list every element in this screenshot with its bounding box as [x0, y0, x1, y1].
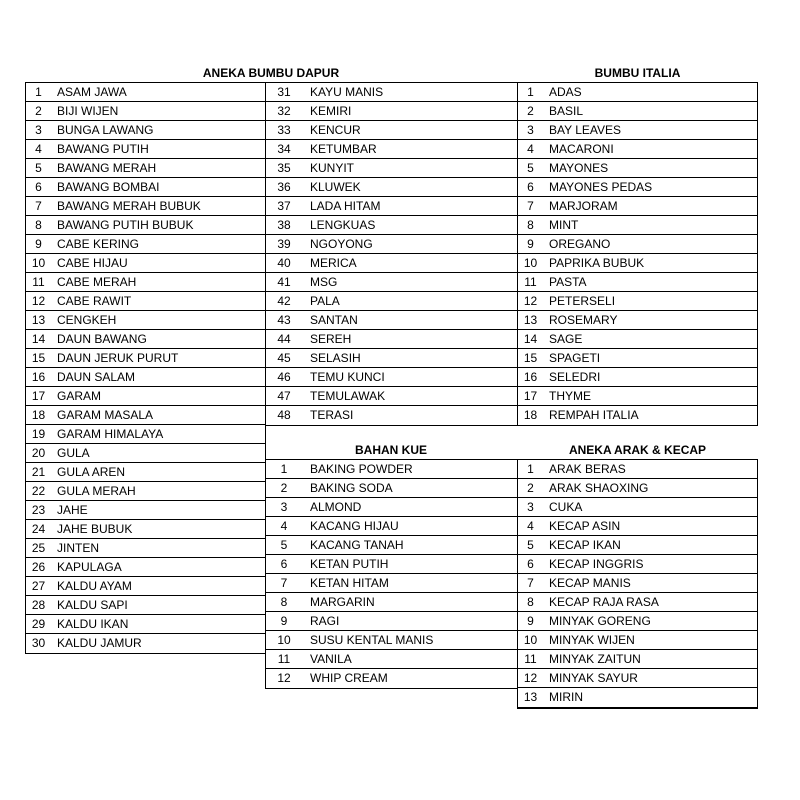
title-bumbu-italia: BUMBU ITALIA [594, 66, 681, 80]
item-number: 4 [527, 142, 534, 156]
item-number: 33 [277, 123, 291, 137]
item-number: 13 [523, 690, 538, 704]
item-name: ROSEMARY [549, 313, 618, 327]
item-name: ALMOND [310, 500, 362, 514]
item-name: MARJORAM [549, 199, 618, 213]
item-number: 12 [523, 671, 538, 685]
table-row [266, 311, 517, 330]
item-number: 3 [527, 500, 534, 514]
table-row [518, 273, 757, 292]
item-number: 42 [277, 294, 291, 308]
table-row [266, 460, 517, 479]
item-name: KECAP IKAN [549, 538, 621, 552]
table-row [266, 406, 517, 425]
item-number: 5 [280, 538, 288, 552]
item-name: ARAK BERAS [549, 462, 626, 476]
item-name: KAPULAGA [57, 560, 122, 574]
item-name: PALA [310, 294, 340, 308]
table-row [266, 650, 517, 669]
item-number: 11 [524, 652, 537, 666]
item-name: TERASI [310, 408, 354, 422]
item-name: SELEDRI [549, 370, 601, 384]
item-number: 11 [524, 275, 537, 289]
item-name: KALDU AYAM [57, 579, 132, 593]
item-name: BAKING SODA [310, 481, 393, 495]
item-number: 18 [31, 408, 46, 422]
item-name: KECAP ASIN [549, 519, 621, 533]
item-name: JAHE BUBUK [57, 522, 133, 536]
item-number: 13 [523, 313, 538, 327]
table-row [26, 406, 265, 425]
item-number: 4 [35, 142, 42, 156]
item-number: 13 [31, 313, 46, 327]
item-name: TEMULAWAK [310, 389, 386, 403]
item-name: SAGE [549, 332, 583, 346]
item-name: BAWANG MERAH BUBUK [57, 199, 201, 213]
table-row [518, 536, 757, 555]
table-row [26, 83, 265, 102]
table-row [518, 612, 757, 631]
item-name: JAHE [57, 503, 88, 517]
item-number: 20 [31, 446, 46, 460]
item-name: SELASIH [310, 351, 361, 365]
table-row [518, 330, 757, 349]
item-name: WHIP CREAM [310, 671, 388, 685]
item-name: BIJI WIJEN [57, 104, 119, 118]
table-row [26, 121, 265, 140]
item-name: GULA [57, 446, 90, 460]
item-number: 16 [31, 370, 46, 384]
item-number: 6 [35, 180, 42, 194]
item-name: KALDU SAPI [57, 598, 128, 612]
item-number: 17 [31, 389, 46, 403]
table-bumbu-dapur-col1 [25, 82, 266, 654]
table-row [26, 463, 265, 482]
table-row [518, 555, 757, 574]
table-row [266, 140, 517, 159]
table-row [26, 102, 265, 121]
item-name: MERICA [310, 256, 357, 270]
item-number: 41 [277, 275, 291, 289]
table-row [518, 159, 757, 178]
item-name: BASIL [549, 104, 584, 118]
item-number: 9 [35, 237, 42, 251]
item-name: SEREH [310, 332, 352, 346]
table-row [266, 536, 517, 555]
item-number: 1 [35, 85, 42, 99]
item-name: GARAM MASALA [57, 408, 154, 422]
item-number: 14 [523, 332, 538, 346]
title-aneka-bumbu-dapur: ANEKA BUMBU DAPUR [202, 66, 340, 80]
table-row [266, 330, 517, 349]
item-name: CABE KERING [57, 237, 140, 251]
item-name: DAUN BAWANG [57, 332, 147, 346]
item-number: 40 [277, 256, 291, 270]
item-number: 8 [280, 595, 288, 609]
title-bahan-kue: BAHAN KUE [355, 443, 427, 457]
item-number: 7 [527, 199, 534, 213]
table-row [518, 631, 757, 650]
item-name: MAYONES PEDAS [549, 180, 653, 194]
item-name: MARGARIN [310, 595, 375, 609]
item-number: 3 [280, 500, 288, 514]
table-row [266, 574, 517, 593]
item-name: LADA HITAM [310, 199, 381, 213]
item-name: SPAGETI [549, 351, 601, 365]
item-name: PETERSELI [549, 294, 616, 308]
item-number: 22 [31, 484, 46, 498]
table-row [26, 349, 265, 368]
item-name: KECAP INGGRIS [549, 557, 644, 571]
item-name: KLUWEK [310, 180, 361, 194]
table-row [26, 539, 265, 558]
item-number: 5 [527, 161, 534, 175]
item-name: BAWANG MERAH [57, 161, 157, 175]
table-row [266, 479, 517, 498]
item-number: 18 [523, 408, 538, 422]
table-row [266, 216, 517, 235]
item-name: BAWANG BOMBAI [57, 180, 160, 194]
item-number: 9 [280, 614, 288, 628]
item-number: 46 [277, 370, 291, 384]
item-number: 8 [527, 595, 534, 609]
item-name: GULA AREN [57, 465, 126, 479]
table-row [26, 178, 265, 197]
item-name: KAYU MANIS [310, 85, 384, 99]
table-row [266, 387, 517, 406]
item-number: 11 [277, 652, 291, 666]
table-row [518, 140, 757, 159]
item-number: 32 [277, 104, 291, 118]
item-number: 6 [527, 180, 534, 194]
table-row [266, 593, 517, 612]
item-name: DAUN JERUK PURUT [57, 351, 179, 365]
item-name: GARAM HIMALAYA [57, 427, 164, 441]
table-row [26, 368, 265, 387]
item-name: MACARONI [549, 142, 614, 156]
table-row [266, 159, 517, 178]
item-name: GULA MERAH [57, 484, 136, 498]
table-row [26, 140, 265, 159]
table-bahan-kue [265, 459, 518, 689]
item-name: ARAK SHAOXING [549, 481, 649, 495]
table-row [266, 102, 517, 121]
table-row [26, 216, 265, 235]
table-row [518, 83, 757, 102]
table-bumbu-italia [517, 82, 758, 426]
table-row [518, 406, 757, 425]
table-row [26, 482, 265, 501]
item-number: 2 [527, 104, 534, 118]
item-number: 11 [32, 275, 45, 289]
item-number: 12 [31, 294, 46, 308]
item-number: 4 [527, 519, 534, 533]
item-number: 30 [31, 636, 46, 650]
item-number: 8 [527, 218, 534, 232]
item-number: 10 [523, 256, 538, 270]
table-row [518, 254, 757, 273]
table-row [26, 330, 265, 349]
item-number: 8 [35, 218, 42, 232]
table-row [266, 254, 517, 273]
item-number: 24 [31, 522, 46, 536]
item-number: 10 [277, 633, 291, 647]
item-number: 29 [31, 617, 46, 631]
item-name: MINT [549, 218, 579, 232]
item-name: BAWANG PUTIH [57, 142, 149, 156]
table-row [518, 650, 757, 669]
table-row [518, 197, 757, 216]
item-number: 2 [35, 104, 42, 118]
table-row [26, 558, 265, 577]
item-number: 36 [277, 180, 291, 194]
item-number: 15 [523, 351, 538, 365]
table-row [266, 555, 517, 574]
table-row [266, 292, 517, 311]
item-number: 4 [280, 519, 288, 533]
table-row [26, 634, 265, 653]
table-bumbu-dapur-col2 [265, 82, 518, 426]
item-name: JINTEN [57, 541, 99, 555]
item-number: 45 [277, 351, 291, 365]
item-number: 6 [280, 557, 288, 571]
item-number: 38 [277, 218, 291, 232]
table-row [266, 517, 517, 536]
table-row [518, 349, 757, 368]
item-number: 39 [277, 237, 291, 251]
item-name: THYME [549, 389, 591, 403]
table-row [26, 501, 265, 520]
table-row [266, 178, 517, 197]
item-name: KUNYIT [310, 161, 355, 175]
table-row [26, 615, 265, 634]
title-aneka-arak-kecap: ANEKA ARAK & KECAP [568, 443, 707, 457]
item-number: 48 [277, 408, 291, 422]
item-name: ADAS [549, 85, 582, 99]
table-row [518, 387, 757, 406]
item-number: 27 [31, 579, 46, 593]
item-name: RAGI [310, 614, 340, 628]
item-name: MINYAK GORENG [549, 614, 651, 628]
item-name: REMPAH ITALIA [549, 408, 639, 422]
item-name: GARAM [57, 389, 102, 403]
item-number: 1 [527, 462, 534, 476]
table-row [266, 368, 517, 387]
table-row [266, 498, 517, 517]
item-number: 23 [31, 503, 46, 517]
table-row [266, 669, 517, 688]
table-row [518, 121, 757, 140]
item-number: 9 [527, 614, 534, 628]
item-number: 16 [523, 370, 538, 384]
table-row [518, 102, 757, 121]
table-row [266, 273, 517, 292]
item-name: KALDU JAMUR [57, 636, 142, 650]
item-name: OREGANO [549, 237, 611, 251]
item-name: SUSU KENTAL MANIS [310, 633, 434, 647]
item-name: MSG [310, 275, 338, 289]
item-number: 47 [277, 389, 291, 403]
item-number: 3 [35, 123, 42, 137]
item-number: 26 [31, 560, 46, 574]
table-aneka-arak-kecap [517, 459, 758, 709]
table-row [26, 254, 265, 273]
item-number: 5 [35, 161, 42, 175]
table-row [518, 368, 757, 387]
table-row [518, 178, 757, 197]
item-name: LENGKUAS [310, 218, 376, 232]
item-name: MAYONES [549, 161, 609, 175]
item-name: VANILA [310, 652, 352, 666]
item-name: KENCUR [310, 123, 361, 137]
item-name: MIRIN [549, 690, 583, 704]
table-row [26, 159, 265, 178]
item-name: DAUN SALAM [57, 370, 136, 384]
table-row [266, 349, 517, 368]
item-name: KACANG HIJAU [310, 519, 399, 533]
item-number: 35 [277, 161, 291, 175]
item-number: 1 [527, 85, 534, 99]
item-number: 28 [31, 598, 46, 612]
item-number: 6 [527, 557, 534, 571]
table-row [26, 197, 265, 216]
item-name: TEMU KUNCI [310, 370, 385, 384]
table-row [518, 292, 757, 311]
table-row [518, 669, 757, 688]
item-number: 43 [277, 313, 291, 327]
item-name: KEMIRI [310, 104, 352, 118]
table-row [266, 235, 517, 254]
item-name: CABE HIJAU [57, 256, 128, 270]
item-number: 2 [527, 481, 534, 495]
item-number: 9 [527, 237, 534, 251]
item-number: 44 [277, 332, 291, 346]
table-row [26, 520, 265, 539]
table-row [518, 574, 757, 593]
table-row [26, 425, 265, 444]
item-number: 7 [527, 576, 534, 590]
item-name: NGOYONG [310, 237, 373, 251]
item-name: KETUMBAR [310, 142, 377, 156]
table-row [518, 498, 757, 517]
table-row [26, 273, 265, 292]
item-number: 25 [31, 541, 46, 555]
table-row [518, 311, 757, 330]
item-name: ASAM JAWA [57, 85, 127, 99]
item-name: KECAP RAJA RASA [549, 595, 659, 609]
item-name: KACANG TANAH [310, 538, 404, 552]
table-row [266, 197, 517, 216]
item-name: BAY LEAVES [549, 123, 622, 137]
table-row [518, 479, 757, 498]
item-number: 17 [523, 389, 538, 403]
item-name: SANTAN [310, 313, 358, 327]
item-number: 7 [35, 199, 42, 213]
item-number: 10 [31, 256, 46, 270]
item-number: 31 [277, 85, 291, 99]
item-name: KECAP MANIS [549, 576, 631, 590]
table-row [266, 612, 517, 631]
item-name: PASTA [549, 275, 587, 289]
item-number: 21 [31, 465, 46, 479]
table-row [518, 216, 757, 235]
item-name: CABE RAWIT [57, 294, 132, 308]
item-number: 7 [280, 576, 288, 590]
table-row [26, 387, 265, 406]
item-number: 12 [277, 671, 291, 685]
item-name: KETAN HITAM [310, 576, 389, 590]
table-row [518, 688, 757, 707]
item-name: CENGKEH [57, 313, 117, 327]
item-name: MINYAK ZAITUN [549, 652, 641, 666]
item-number: 3 [527, 123, 534, 137]
item-number: 14 [31, 332, 46, 346]
table-row [518, 593, 757, 612]
item-name: CABE MERAH [57, 275, 137, 289]
item-number: 34 [277, 142, 291, 156]
table-row [26, 292, 265, 311]
item-name: BAKING POWDER [310, 462, 413, 476]
item-name: MINYAK SAYUR [549, 671, 638, 685]
table-row [266, 631, 517, 650]
item-name: KETAN PUTIH [310, 557, 389, 571]
item-name: MINYAK WIJEN [549, 633, 635, 647]
table-row [518, 517, 757, 536]
item-name: BUNGA LAWANG [57, 123, 154, 137]
item-number: 10 [523, 633, 538, 647]
item-name: KALDU IKAN [57, 617, 129, 631]
item-number: 15 [31, 351, 46, 365]
table-row [26, 596, 265, 615]
table-row [266, 121, 517, 140]
item-number: 37 [277, 199, 291, 213]
table-row [26, 235, 265, 254]
table-row [26, 311, 265, 330]
item-number: 2 [280, 481, 288, 495]
item-name: PAPRIKA BUBUK [549, 256, 645, 270]
table-row [266, 83, 517, 102]
table-row [518, 460, 757, 479]
item-number: 19 [31, 427, 46, 441]
item-number: 1 [280, 462, 288, 476]
table-row [26, 577, 265, 596]
item-number: 12 [523, 294, 538, 308]
item-name: BAWANG PUTIH BUBUK [57, 218, 194, 232]
item-name: CUKA [549, 500, 583, 514]
table-row [26, 444, 265, 463]
table-row [518, 235, 757, 254]
item-number: 5 [527, 538, 534, 552]
